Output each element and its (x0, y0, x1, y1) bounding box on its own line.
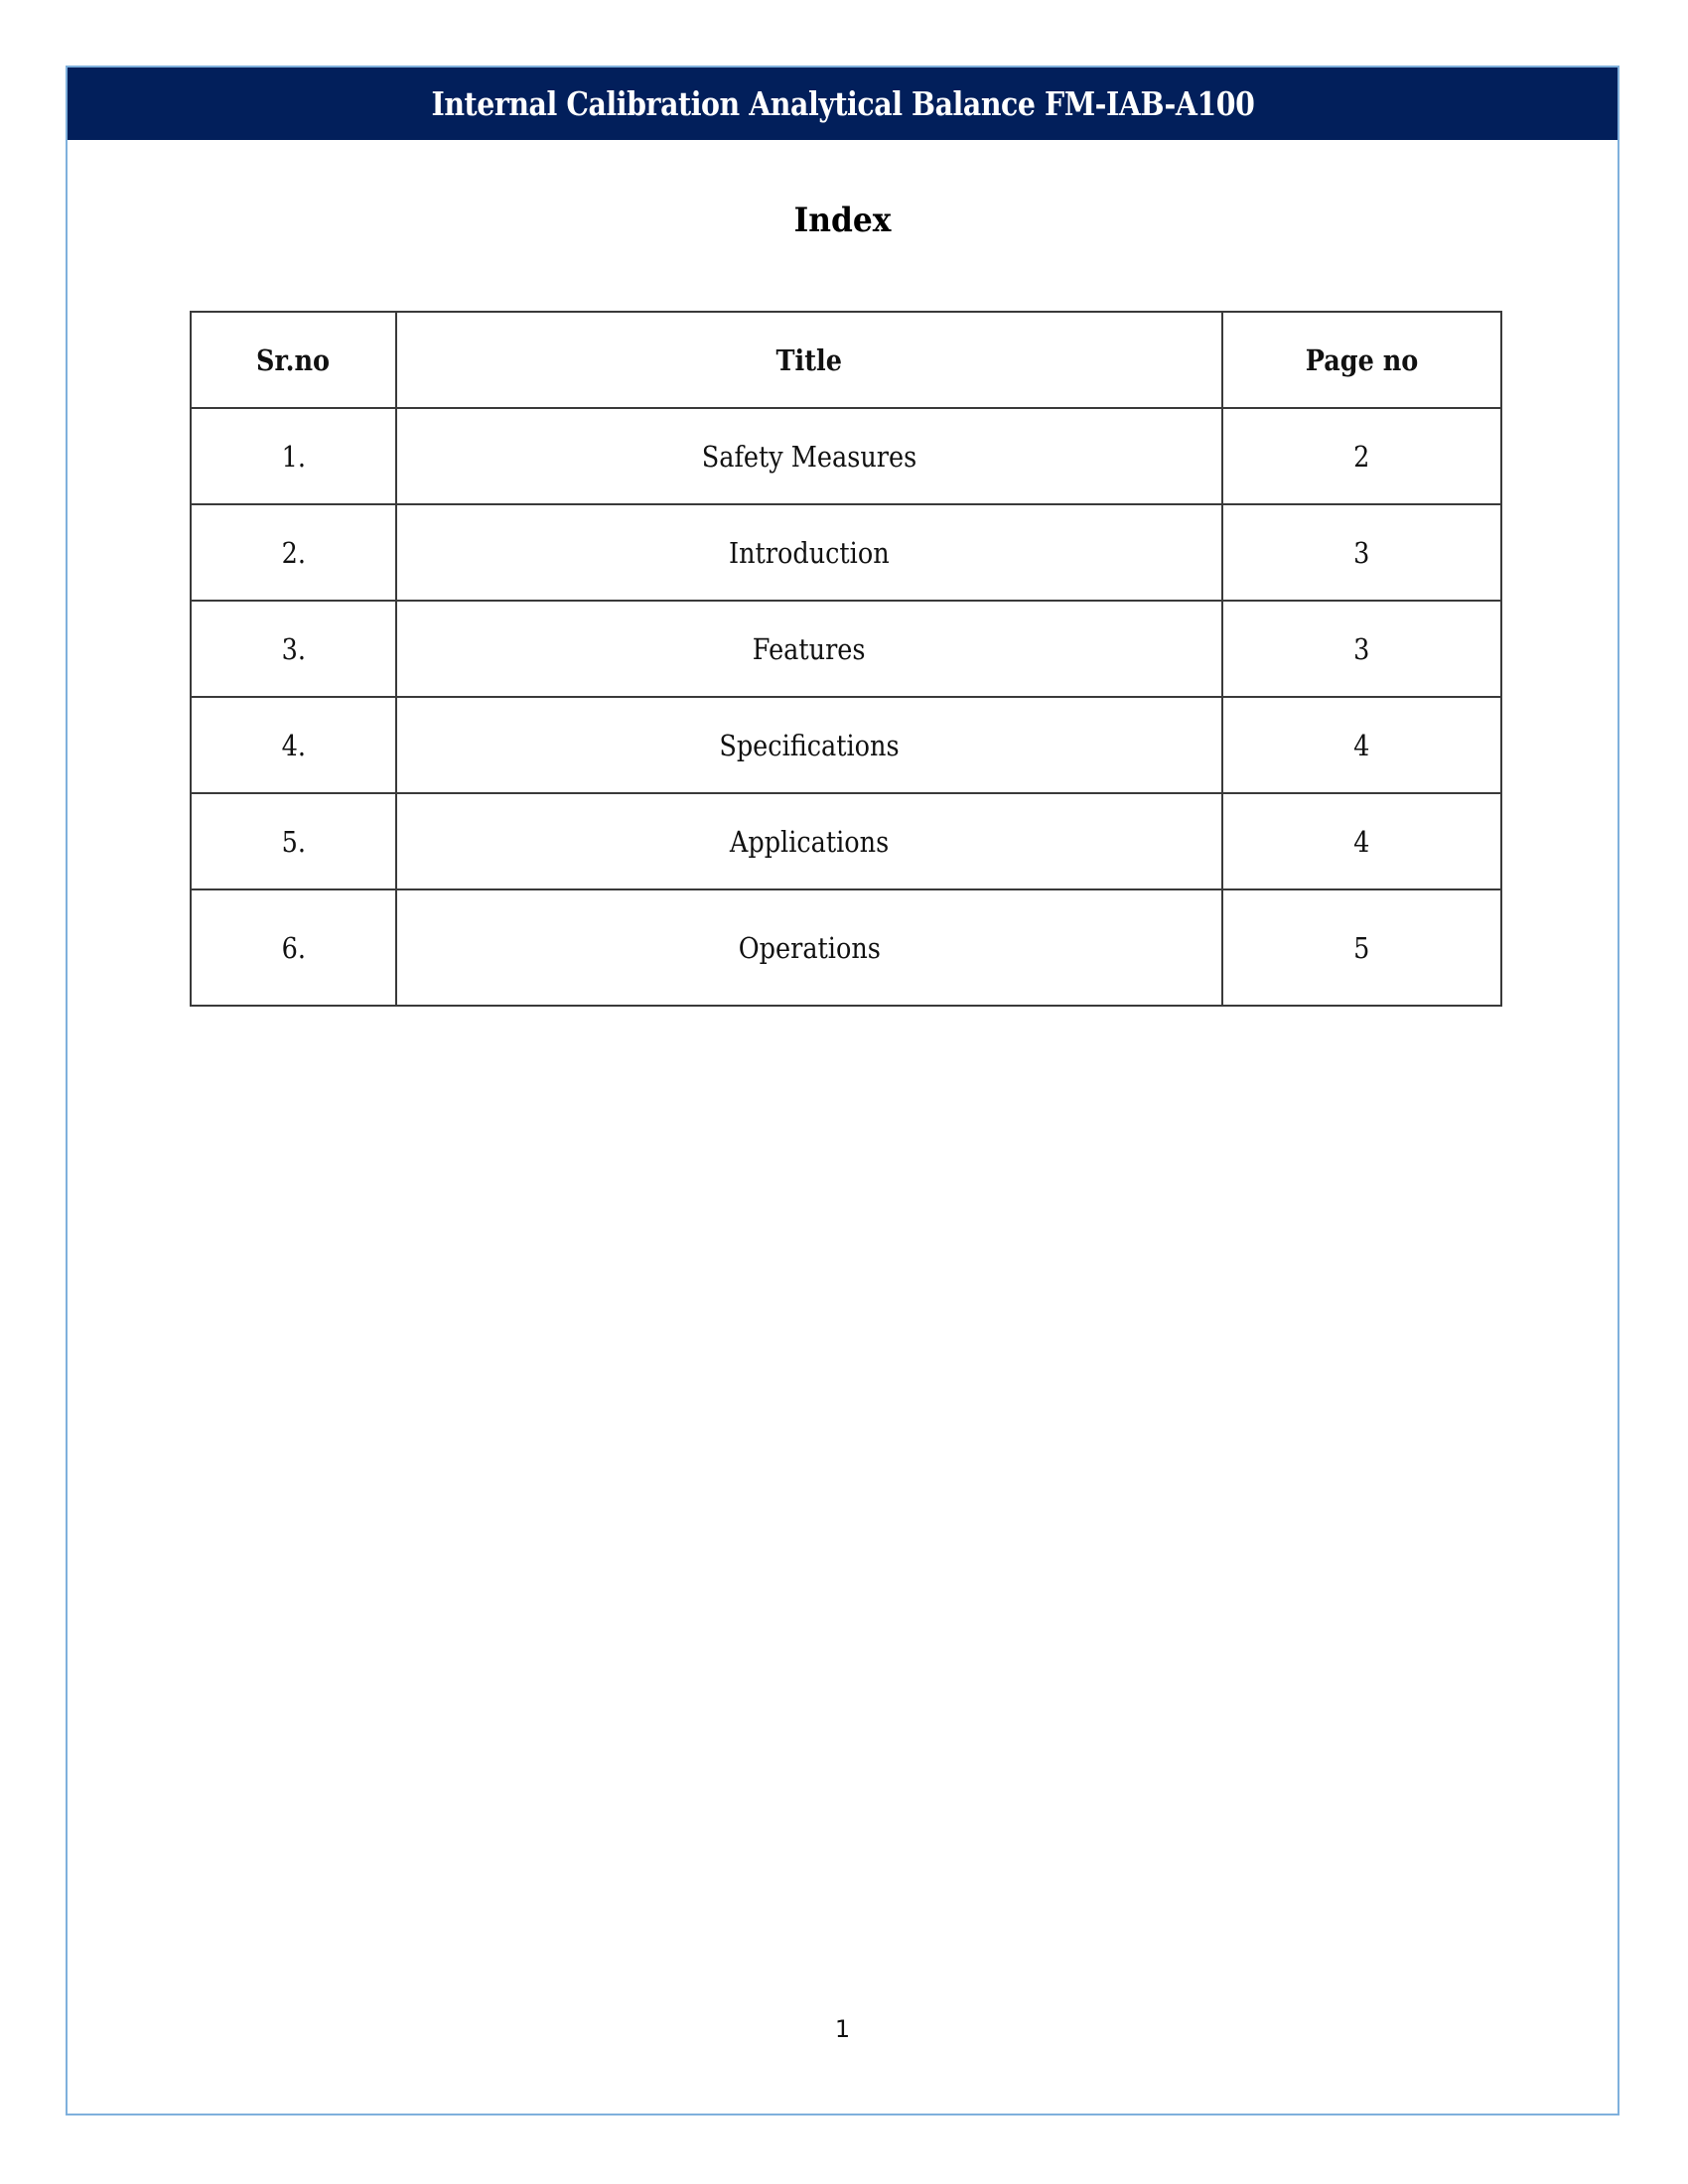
page-number: 1 (834, 2015, 851, 2043)
title-cell: Applications (396, 793, 1222, 889)
title-cell: Safety Measures (396, 408, 1222, 504)
page-frame (66, 66, 1619, 2116)
title-cell: Operations (396, 889, 1222, 1006)
table-row (191, 601, 1501, 697)
table-row (191, 408, 1501, 504)
sr-no-cell: 6. (191, 889, 396, 1006)
sr-no-cell: 2. (191, 504, 396, 601)
title-cell: Features (396, 601, 1222, 697)
document-title: Internal Calibration Analytical Balance FM-IAB-A100 (431, 84, 1254, 123)
page-no-cell: 5 (1222, 889, 1501, 1006)
page-no-cell: 2 (1222, 408, 1501, 504)
index-table (190, 311, 1502, 1007)
page-no-cell: 4 (1222, 697, 1501, 793)
title-cell: Specifications (396, 697, 1222, 793)
document-header (68, 68, 1618, 140)
table-row (191, 889, 1501, 1006)
table-header-row (191, 312, 1501, 408)
index-heading: Index (793, 201, 892, 240)
column-header-title: Title (396, 312, 1222, 408)
column-header-page-no: Page no (1222, 312, 1501, 408)
column-header-sr-no: Sr.no (191, 312, 396, 408)
sr-no-cell: 5. (191, 793, 396, 889)
sr-no-cell: 4. (191, 697, 396, 793)
table-row (191, 504, 1501, 601)
sr-no-cell: 3. (191, 601, 396, 697)
sr-no-cell: 1. (191, 408, 396, 504)
table-row (191, 697, 1501, 793)
title-cell: Introduction (396, 504, 1222, 601)
page-no-cell: 3 (1222, 601, 1501, 697)
table-row (191, 793, 1501, 889)
page-no-cell: 3 (1222, 504, 1501, 601)
page-no-cell: 4 (1222, 793, 1501, 889)
